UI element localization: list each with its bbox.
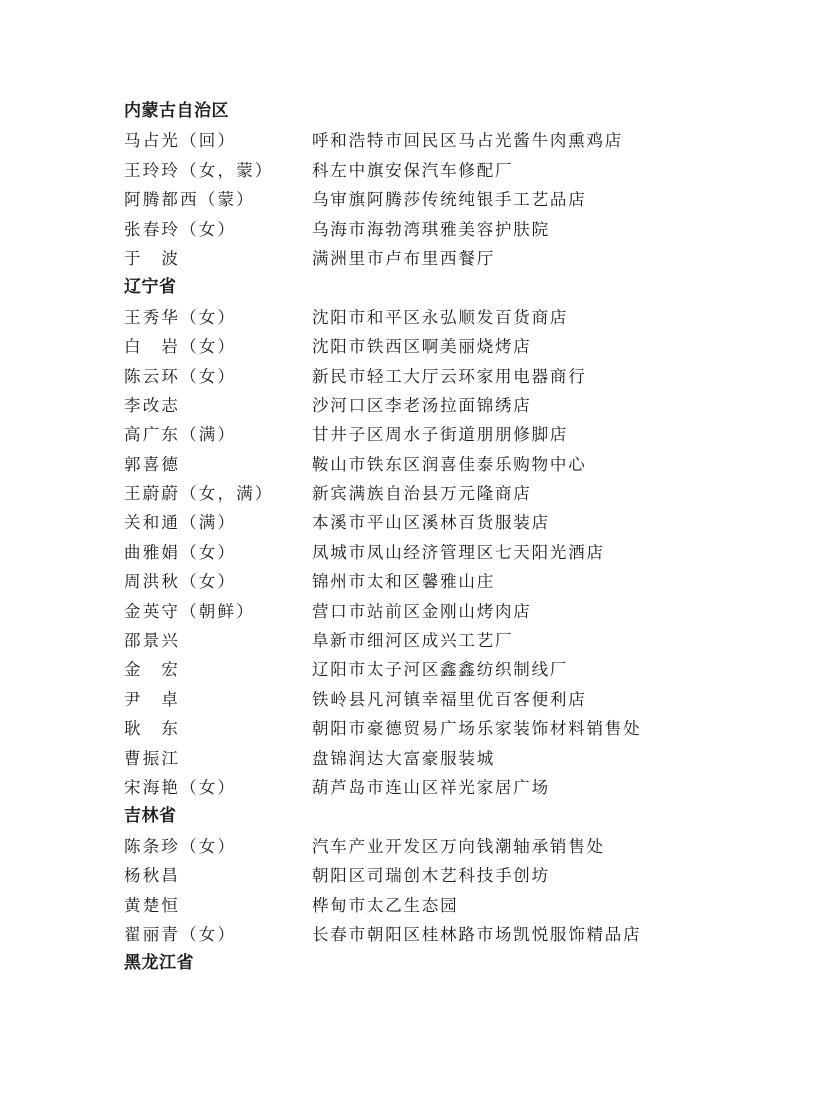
business-name: 盘锦润达大富豪服装城 [312, 748, 495, 768]
person-name: 翟丽青（女） [124, 924, 237, 944]
list-item [124, 362, 724, 391]
region-section [124, 802, 724, 949]
list-item [124, 832, 724, 861]
person-name: 曹振江 [124, 748, 181, 768]
list-item [124, 861, 724, 890]
region-heading: 黑龙江省 [124, 953, 194, 974]
person-name: 陈条珍（女） [124, 836, 237, 856]
list-item [124, 156, 724, 185]
list-item [124, 597, 724, 626]
business-name: 鞍山市铁东区润喜佳泰乐购物中心 [312, 454, 587, 474]
list-item [124, 126, 724, 155]
list-item [124, 420, 724, 449]
person-name: 王秀华（女） [124, 307, 237, 327]
list-item [124, 215, 724, 244]
region-heading: 辽宁省 [124, 277, 177, 298]
business-name: 满洲里市卢布里西餐厅 [312, 248, 495, 268]
person-name: 宋海艳（女） [124, 777, 237, 797]
person-name: 关和通（满） [124, 513, 237, 533]
person-name: 邵景兴 [124, 631, 181, 651]
business-name: 桦甸市太乙生态园 [312, 895, 459, 915]
person-name: 白 岩（女） [124, 337, 237, 357]
person-name: 王玲玲（女，蒙） [124, 160, 274, 180]
business-name: 营口市站前区金刚山烤肉店 [312, 601, 532, 621]
business-name: 锦州市太和区馨雅山庄 [312, 572, 495, 592]
business-name: 辽阳市太子河区鑫鑫纺织制线厂 [312, 660, 569, 680]
person-name: 于 波 [124, 248, 181, 268]
list-item [124, 655, 724, 684]
business-name: 呼和浩特市回民区马占光酱牛肉熏鸡店 [312, 131, 624, 151]
person-name: 杨秋昌 [124, 866, 181, 886]
list-item [124, 891, 724, 920]
business-name: 长春市朝阳区桂林路市场凯悦服饰精品店 [312, 924, 642, 944]
document-body [124, 97, 724, 979]
list-item [124, 332, 724, 361]
region-section [124, 949, 724, 978]
person-name: 高广东（满） [124, 425, 237, 445]
list-item [124, 714, 724, 743]
business-name: 沈阳市铁西区啊美丽烧烤店 [312, 337, 532, 357]
region-section [124, 97, 724, 273]
list-item [124, 391, 724, 420]
list-item [124, 538, 724, 567]
list-item [124, 303, 724, 332]
business-name: 朝阳市豪德贸易广场乐家装饰材料销售处 [312, 719, 642, 739]
business-name: 汽车产业开发区万向钱潮轴承销售处 [312, 836, 605, 856]
business-name: 沙河口区李老汤拉面锦绣店 [312, 395, 532, 415]
list-item [124, 185, 724, 214]
list-item [124, 450, 724, 479]
list-item [124, 244, 724, 273]
list-item [124, 479, 724, 508]
list-item [124, 508, 724, 537]
person-name: 金 宏 [124, 660, 181, 680]
business-name: 乌海市海勃湾琪雅美容护肤院 [312, 219, 550, 239]
person-name: 张春玲（女） [124, 219, 237, 239]
list-item [124, 744, 724, 773]
list-item [124, 626, 724, 655]
business-name: 阜新市细河区成兴工艺厂 [312, 631, 514, 651]
person-name: 金英守（朝鲜） [124, 601, 255, 621]
region-heading: 吉林省 [124, 806, 177, 827]
person-name: 郭喜德 [124, 454, 181, 474]
person-name: 王蔚蔚（女，满） [124, 484, 274, 504]
person-name: 曲雅娟（女） [124, 542, 237, 562]
person-name: 陈云环（女） [124, 366, 237, 386]
business-name: 朝阳区司瑞创木艺科技手创坊 [312, 866, 550, 886]
business-name: 铁岭县凡河镇幸福里优百客便利店 [312, 689, 587, 709]
business-name: 沈阳市和平区永弘顺发百货商店 [312, 307, 569, 327]
business-name: 乌审旗阿腾莎传统纯银手工艺品店 [312, 190, 587, 210]
business-name: 新宾满族自治县万元隆商店 [312, 484, 532, 504]
business-name: 甘井子区周水子街道朋朋修脚店 [312, 425, 569, 445]
list-item [124, 920, 724, 949]
list-item [124, 685, 724, 714]
list-item [124, 773, 724, 802]
person-name: 李改志 [124, 395, 181, 415]
business-name: 科左中旗安保汽车修配厂 [312, 160, 514, 180]
region-heading: 内蒙古自治区 [124, 101, 229, 121]
business-name: 葫芦岛市连山区祥光家居广场 [312, 777, 550, 797]
person-name: 尹 卓 [124, 689, 181, 709]
business-name: 凤城市凤山经济管理区七天阳光酒店 [312, 542, 605, 562]
business-name: 本溪市平山区溪林百货服装店 [312, 513, 550, 533]
person-name: 马占光（回） [124, 131, 237, 151]
region-section [124, 273, 724, 802]
person-name: 阿腾都西（蒙） [124, 190, 255, 210]
person-name: 黄楚恒 [124, 895, 181, 915]
list-item [124, 567, 724, 596]
business-name: 新民市轻工大厅云环家用电器商行 [312, 366, 587, 386]
person-name: 耿 东 [124, 719, 181, 739]
person-name: 周洪秋（女） [124, 572, 237, 592]
